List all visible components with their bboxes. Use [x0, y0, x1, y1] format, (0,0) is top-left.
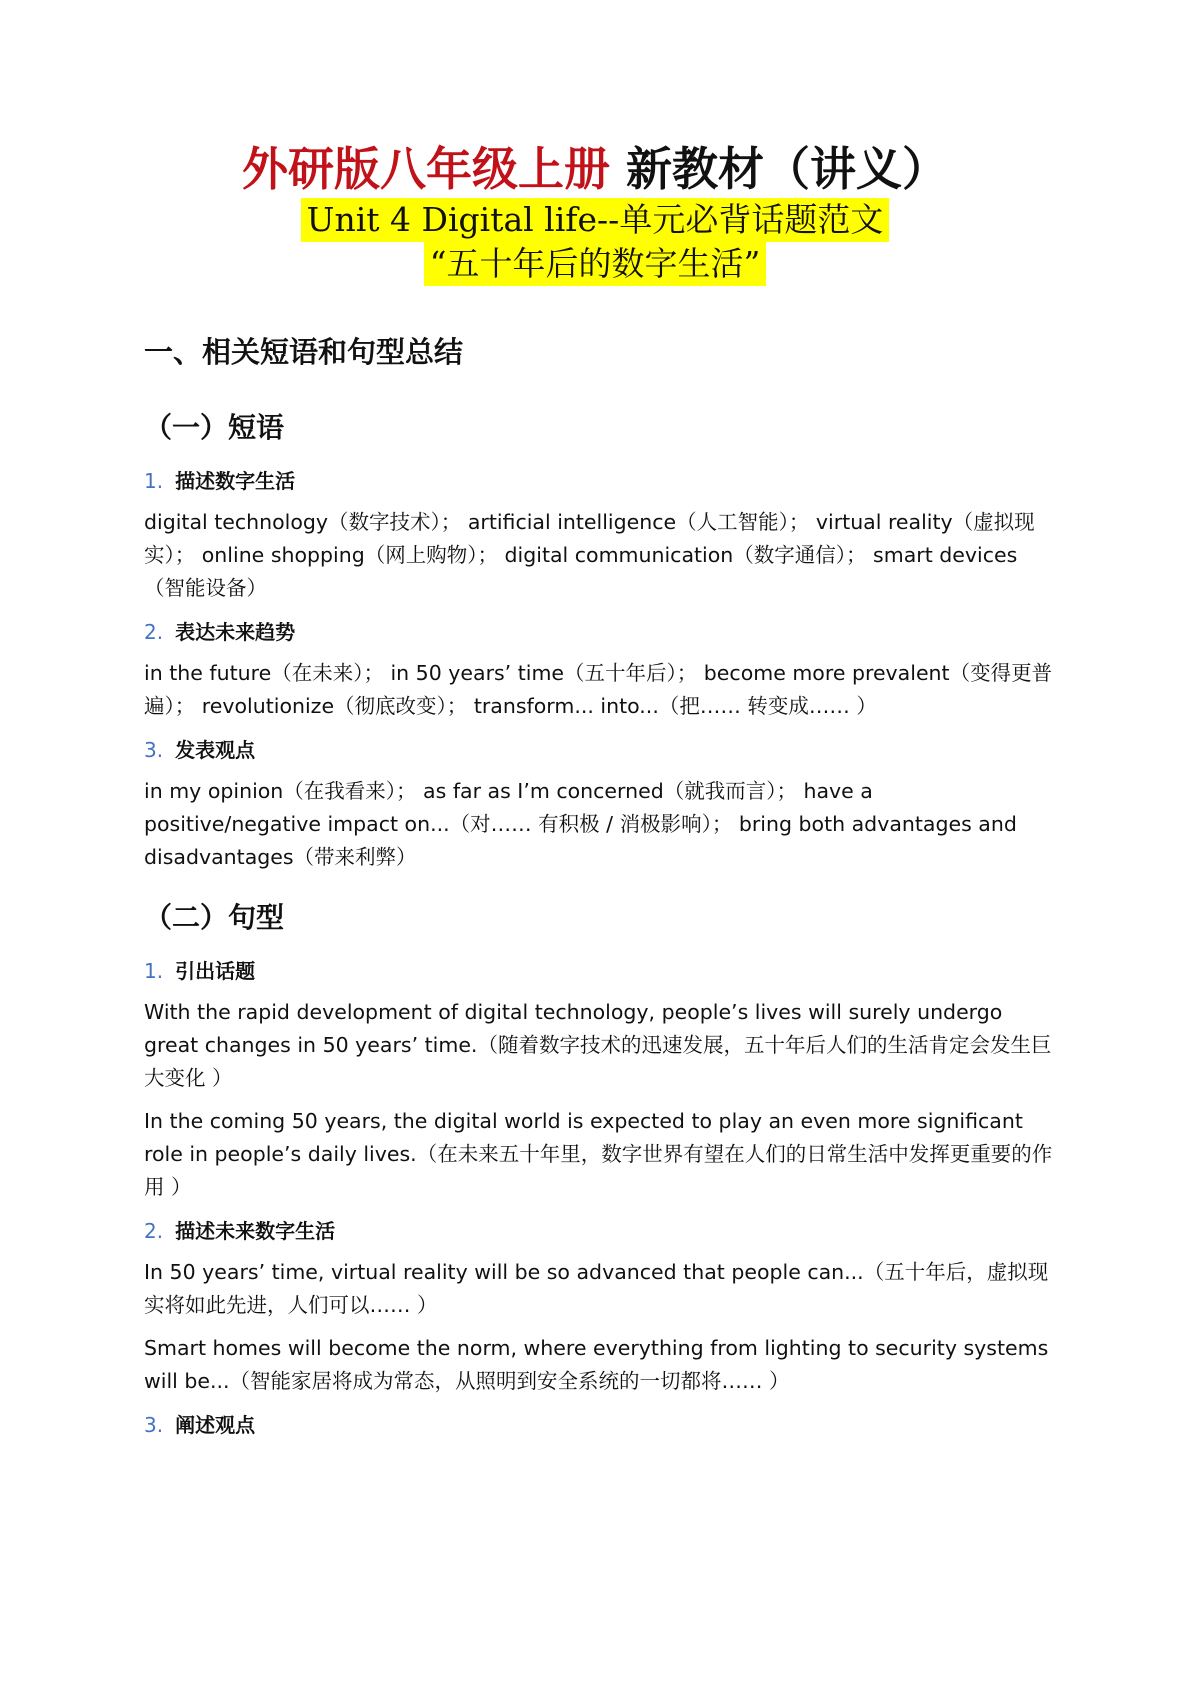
phrase-text: digital technology（数字技术）； artificial intelligence（人工智能）； virtual reality（虚拟现实）； online shopping（网上购物）； digital communication（数字通信）； smart devices（智能设备）: [144, 510, 1035, 600]
sentence-group-2: [144, 1214, 1054, 1398]
subtitle-topic: “五十年后的数字生活”: [424, 242, 767, 286]
list-item-heading: [144, 464, 1054, 498]
list-item-heading: [144, 1214, 1054, 1248]
sentence-text: Smart homes will become the norm, where everything from lighting to security systems will be...（智能家居将成为常态，从照明到安全系统的一切都将…… ）: [144, 1336, 1049, 1393]
sentence-group-1: [144, 954, 1054, 1204]
main-title-red-part: 外研版八年级上册: [241, 142, 610, 196]
phrase-text: in the future（在未来）； in 50 years’ time（五十年后）； become more prevalent（变得更普遍）； revolutionize（彻底改变）； transform... into...（把…… 转变成…… ）: [144, 661, 1053, 718]
sentence-text: With the rapid development of digital technology, people’s lives will surely undergo great changes in 50 years’ time.（随着数字技术的迅速发展，五十年后人们的生活肯定会发生巨大变化 ）: [144, 1000, 1052, 1090]
main-title: [0, 140, 1190, 198]
phrase-group-3: [144, 733, 1054, 874]
section-heading-summary: 一、相关短语和句型总结: [144, 335, 464, 369]
subtitle-unit: Unit 4 Digital life--单元必背话题范文: [301, 198, 890, 242]
sentence-text: In 50 years’ time, virtual reality will be so advanced that people can...（五十年后，虚拟现实将如此先进，人们可以…… ）: [144, 1260, 1049, 1317]
sentence-group-3: [144, 1408, 1054, 1442]
phrase-group-1: [144, 464, 1054, 605]
main-title-black-part: 新教材（讲义）: [626, 142, 948, 196]
list-item-title: 引出话题: [175, 959, 256, 983]
subsection-heading-phrases: （一）短语: [144, 411, 285, 444]
list-number: 3.: [144, 738, 164, 762]
list-number: 1.: [144, 469, 164, 493]
list-item-heading: [144, 733, 1054, 767]
subsection-heading-sentences: （二）句型: [144, 901, 285, 934]
list-item-title: 发表观点: [175, 738, 256, 762]
list-item-title: 阐述观点: [175, 1413, 256, 1437]
main-content: [144, 328, 1054, 1450]
list-number: 2.: [144, 620, 164, 644]
list-item-heading: [144, 1408, 1054, 1442]
phrase-group-2: [144, 615, 1054, 723]
list-number: 3.: [144, 1413, 164, 1437]
list-item-heading: [144, 954, 1054, 988]
phrase-text: in my opinion（在我看来）； as far as I’m concerned（就我而言）； have a positive/negative impact on...（对…… 有积极 / 消极影响）； bring both advantages and disadvantages（带来利弊）: [144, 779, 1017, 869]
title-block: [0, 140, 1190, 286]
sentence-text: In the coming 50 years, the digital world is expected to play an even more significant role in people’s daily lives.（在未来五十年里，数字世界有望在人们的日常生活中发挥更重要的作用 ）: [144, 1109, 1053, 1199]
list-item-title: 表达未来趋势: [175, 620, 296, 644]
list-number: 1.: [144, 959, 164, 983]
list-item-title: 描述未来数字生活: [175, 1219, 336, 1243]
list-item-heading: [144, 615, 1054, 649]
list-number: 2.: [144, 1219, 164, 1243]
list-item-title: 描述数字生活: [175, 469, 296, 493]
